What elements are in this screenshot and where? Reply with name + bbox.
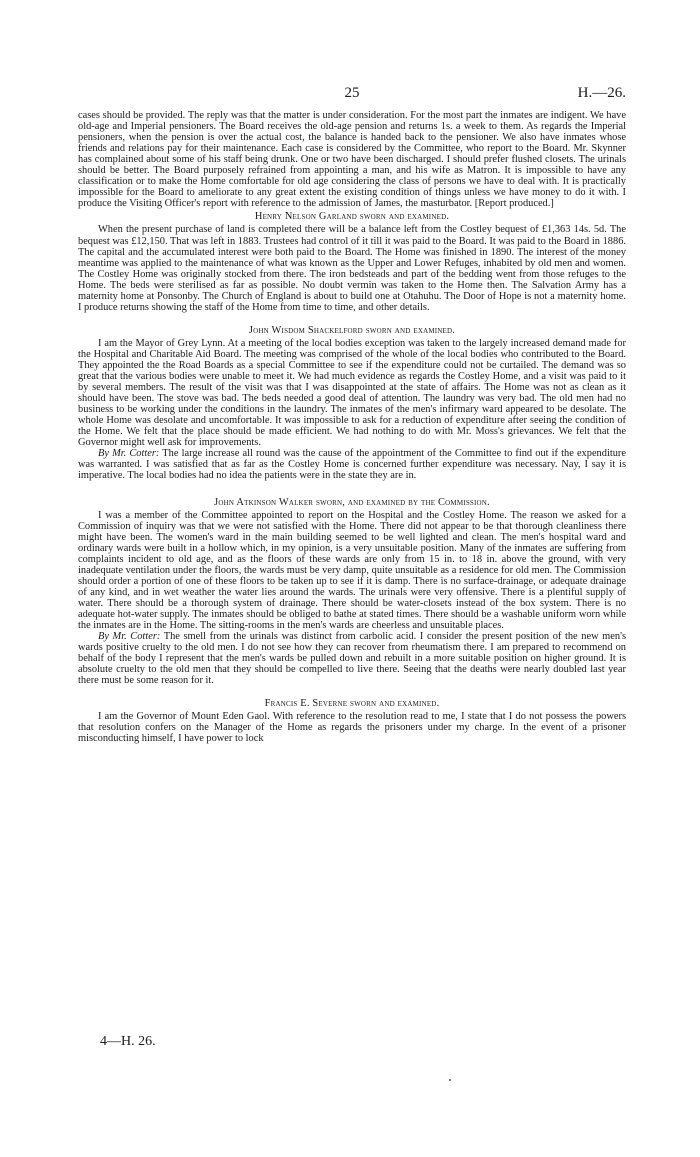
page-number: 25 bbox=[344, 85, 360, 101]
paragraph: I was a member of the Committee appointed to report on the Hospital and the Costley Home. The reason we asked for a Commission of inquiry was that we were not satisfied with the Home. There did not appear to be that thorough cleanliness there might have been. The women's ward in the main building seemed to be well lighted and clean. The men's hospital ward and ordinary wards were built in a hollow which, in my opinion, is a very unsuitable position. Many of the inmates are suffering from complaints incident to old age, and as the floors of these wards are only from 15 in. to 18 in. above the ground, with very inadequate ventilation under the floors, the wards must be very damp, quite unsuitable as a residence for old men. The Commission should order a portion of one of these floors to be taken up to see if it is damp. There is no surface-drainage, or adequate drainage of any kind, and in wet weather the water lies around the wards. The urinals were very offensive. There is a plentiful supply of water. There should be a thorough system of drainage. There should be water-closets instead of the box system. There is no adequate hot-water supply. The inmates should be obliged to bathe at stated times. There should be a washable uniform worn while the inmates are in the Home. The sitting-rooms in the men's wards are cheerless and unsuitable places. bbox=[78, 509, 626, 632]
ink-dot bbox=[449, 1079, 451, 1081]
paragraph bbox=[78, 448, 626, 481]
page-header bbox=[78, 84, 626, 102]
witness-heading: John Atkinson Walker sworn, and examined by the Commission. bbox=[214, 496, 490, 508]
examiner-lead: By Mr. Cotter: bbox=[98, 448, 160, 460]
paragraph-text: The smell from the urinals was distinct from carbolic acid. I consider the present position of the new men's wards positive cruelty to the old men. I do not see how they can recover from rheumatism there. I am prepared to recommend on behalf of the body I represent that the men's wards be pulled down and rebuilt in a more suitable position on higher ground. It is absolute cruelty to the old men that they should be compelled to live there. Seeing that the deaths were nearly doubled last year there must be some reason for it. bbox=[78, 631, 626, 687]
paragraph: I am the Mayor of Grey Lynn. At a meeting of the local bodies exception was taken to the largely increased demand made for the Hospital and Charitable Aid Board. The meeting was comprised of the whole of the local bodies who contributed to the Board. They appointed the the Road Boards as a special Committee to see if the expenditure could not be curtailed. The demand was so great that the various bodies were unable to meet it. We had much evidence as regards the Costley Home, and a visit was paid to it by several members. The result of the visit was that I was disappointed at the state of affairs. The Home was not as clean as it should have been. The stove was bad. The beds needed a good deal of attention. The laundry was very bad. The old men had no business to be working under the conditions in the laundry. The inmates of the men's infirmary ward appeared to be desolate. The whole Home was desolate and uncomfortable. It was impossible to ask for a reduction of expenditure after seeing the condition of the Home. We felt that the place should be made efficient. We had nothing to do with Mr. Moss's grievances. We felt that the Governor might well ask for improvements. bbox=[78, 337, 626, 449]
paragraph bbox=[78, 631, 626, 686]
witness-heading: Francis E. Severne sworn and examined. bbox=[264, 698, 440, 710]
paragraph-text: The large increase all round was the cause of the appointment of the Committee to find out if the expenditure was warranted. I was satisfied that as far as the Costley Home is concerned further expenditure was necessary. Nay, I say it is imperative. The local bodies had no idea the patients were in the state they are in. bbox=[78, 448, 626, 482]
document-reference: H.—26. bbox=[577, 85, 626, 101]
paragraph: I am the Governor of Mount Eden Gaol. With reference to the resolution read to me, I state that I do not possess the powers that resolution confers on the Manager of the Home as regards the prisoners under my charge. In the event of a prisoner misconducting himself, I have power to lock bbox=[78, 711, 626, 745]
examiner-lead: By Mr. Cotter: bbox=[98, 631, 161, 643]
witness-heading: Henry Nelson Garland sworn and examined. bbox=[254, 211, 450, 223]
document-body bbox=[78, 110, 626, 744]
signature-mark: 4—H. 26. bbox=[100, 1034, 156, 1049]
paragraph: cases should be provided. The reply was that the matter is under consideration. For the most part the inmates are indigent. We have old-age and Imperial pensioners. The Board receives the old-age pension and returns 1s. a week to them. As regards the Imperial pensioners, when the pension is over the actual cost, the balance is handed back to the pensioner. We also have inmates whose friends and relations pay for their maintenance. Each case is considered by the Committee, who report to the Board. Mr. Skynner has complained about some of his staff being drunk. One or two have been discharged. I should prefer flushed closets. The urinals should be better. The Board purposely refrained from appointing a man, and his wife as Matron. It is impossible to have any classification or to make the Home comfortable for old age considering the class of persons we have to deal with. It is practically impossible for the Board to ameliorate to any great extent the existing condition of things unless we have money to do it with. I produce the Visiting Officer's report with reference to the admission of James, the masturbator. [Report produced.] bbox=[78, 110, 626, 210]
paragraph: When the present purchase of land is completed there will be a balance left from the Costley bequest of £1,363 14s. 5d. The bequest was £12,150. That was left in 1883. Trustees had control of it till it was paid to the Board. It was paid to the Board in 1886. The capital and the accumulated interest were both paid to the Board. The Home was finished in 1890. The interest of the money meantime was applied to the maintenance of what was known as the Upper and Lower Refuges, inhabited by old men and women. The Costley Home was originally stocked from there. The iron bedsteads and part of the bedding went from those refuges to the Home. The beds were sterilised as far as possible. No doubt vermin was taken to the Home then. The Salvation Army has a maternity home at Ponsonby. The Church of England is about to build one at Otahuhu. The Door of Hope is not a maternity home. I produce returns showing the staff of the Home from time to time, and other details. bbox=[78, 224, 626, 313]
witness-heading: John Wisdom Shackelford sworn and examined. bbox=[248, 324, 456, 336]
